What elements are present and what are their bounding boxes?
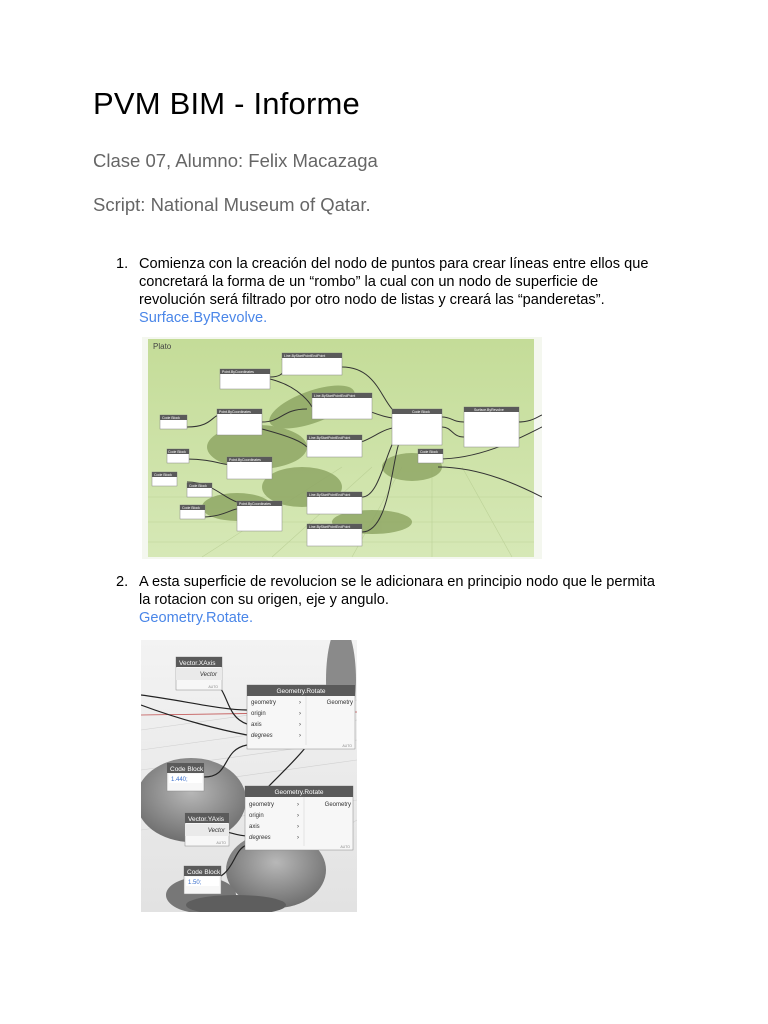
svg-text:Line.ByStartPointEndPoint: Line.ByStartPointEndPoint [309,493,351,497]
output-port-geometry[interactable]: Geometry [324,802,351,808]
node-line-c[interactable] [307,435,362,457]
code-value[interactable]: 1.440; [171,777,188,783]
node-title: Geometry.Rotate [276,688,326,695]
node-code-d[interactable] [152,472,177,486]
input-port-axis[interactable]: axis [251,722,262,728]
node-line-b[interactable] [312,393,372,419]
node-code-c[interactable] [167,449,189,463]
svg-text:Code Block: Code Block [162,416,180,420]
svg-text:›: › [299,722,301,728]
dynamo-graph-figure-2 [141,640,357,912]
code-block-node-2[interactable] [184,866,221,894]
node-title: Vector.YAxis [188,816,225,823]
node-link[interactable]: Surface.ByRevolve. [139,310,268,326]
node-points-b[interactable] [217,409,262,435]
svg-text:Code Block: Code Block [154,473,172,477]
code-block-node-1[interactable] [167,763,204,791]
output-port-label: Vector [199,672,217,678]
script-subtitle: Script: National Museum of Qatar. [93,194,371,215]
svg-text:Line.ByStartPointEndPoint: Line.ByStartPointEndPoint [284,354,326,358]
geometry-rotate-node-2[interactable] [245,786,353,850]
input-port-geometry[interactable]: geometry [249,802,275,808]
output-port-geometry[interactable]: Geometry [326,700,353,706]
input-port-degrees[interactable]: degrees [251,733,273,739]
svg-text:Surface.ByRevolve: Surface.ByRevolve [474,408,504,412]
output-port-label: Vector [207,828,225,834]
input-port-axis[interactable]: axis [249,824,260,830]
input-port-geometry[interactable]: geometry [251,700,277,706]
lacing-label: AUTO [216,841,226,845]
svg-text:›: › [299,711,301,717]
node-title: Vector.XAxis [179,660,216,667]
node-code-big[interactable] [392,409,442,445]
svg-text:›: › [299,700,301,706]
step-text: Comienza con la creación del nodo de puntos para crear líneas entre ellos que concretará la forma de un “rombo” la cual con un nodo de superficie de revolución será filtrado por otro nodo de listas y creará las “panderetas”. [139,256,649,308]
node-code-b[interactable] [418,449,443,463]
node-line-e[interactable] [307,524,362,546]
svg-text:›: › [299,733,301,739]
input-port-origin[interactable]: origin [249,813,264,819]
svg-text:Point.ByCoordinates: Point.ByCoordinates [222,370,254,374]
lacing-label: AUTO [340,845,350,849]
svg-text:Code Block: Code Block [189,484,207,488]
input-port-degrees[interactable]: degrees [249,835,271,841]
node-title: Code Block [170,766,204,773]
step-text: A esta superficie de revolucion se le adicionara en principio nodo que le permita la rotacion con su origen, eje y angulo. [139,574,655,608]
node-link[interactable]: Geometry.Rotate. [139,610,254,626]
svg-text:Line.ByStartPointEndPoint: Line.ByStartPointEndPoint [309,525,351,529]
svg-text:›: › [297,802,299,808]
svg-text:Code Block: Code Block [182,506,200,510]
node-code-f[interactable] [180,505,205,519]
svg-text:›: › [297,835,299,841]
node-title: Code Block [187,869,221,876]
svg-text:Code Block: Code Block [412,410,430,414]
node-code-a[interactable] [160,415,187,429]
svg-text:›: › [297,813,299,819]
dynamo-graph-figure-1 [142,337,542,559]
lacing-label: AUTO [208,685,218,689]
input-port-origin[interactable]: origin [251,711,266,717]
node-title: Geometry.Rotate [274,789,324,796]
svg-text:Code Block: Code Block [168,450,186,454]
node-points-c[interactable] [227,457,272,479]
code-value[interactable]: 1.50; [188,880,202,886]
node-line-d[interactable] [307,492,362,514]
node-line-a[interactable] [282,353,342,375]
step-number: 2. [116,574,129,590]
svg-text:Line.ByStartPointEndPoint: Line.ByStartPointEndPoint [314,394,356,398]
svg-text:›: › [297,824,299,830]
class-subtitle: Clase 07, Alumno: Felix Macazaga [93,150,378,171]
lacing-label: AUTO [342,744,352,748]
node-surface-by-revolve[interactable] [464,407,519,447]
step-number: 1. [116,256,129,272]
node-code-e[interactable] [187,483,212,497]
svg-text:Code Block: Code Block [420,450,438,454]
node-points-d[interactable] [237,501,282,531]
svg-text:Point.ByCoordinates: Point.ByCoordinates [239,502,271,506]
vector-yaxis-node[interactable] [185,813,229,846]
node-points-a[interactable] [220,369,270,389]
vector-xaxis-node[interactable] [176,657,222,690]
geometry-rotate-node-1[interactable] [247,685,355,749]
svg-text:Point.ByCoordinates: Point.ByCoordinates [229,458,261,462]
group-label: Plato [153,342,172,351]
svg-text:Point.ByCoordinates: Point.ByCoordinates [219,410,251,414]
svg-text:Line.ByStartPointEndPoint: Line.ByStartPointEndPoint [309,436,351,440]
page-title: PVM BIM - Informe [93,86,360,121]
